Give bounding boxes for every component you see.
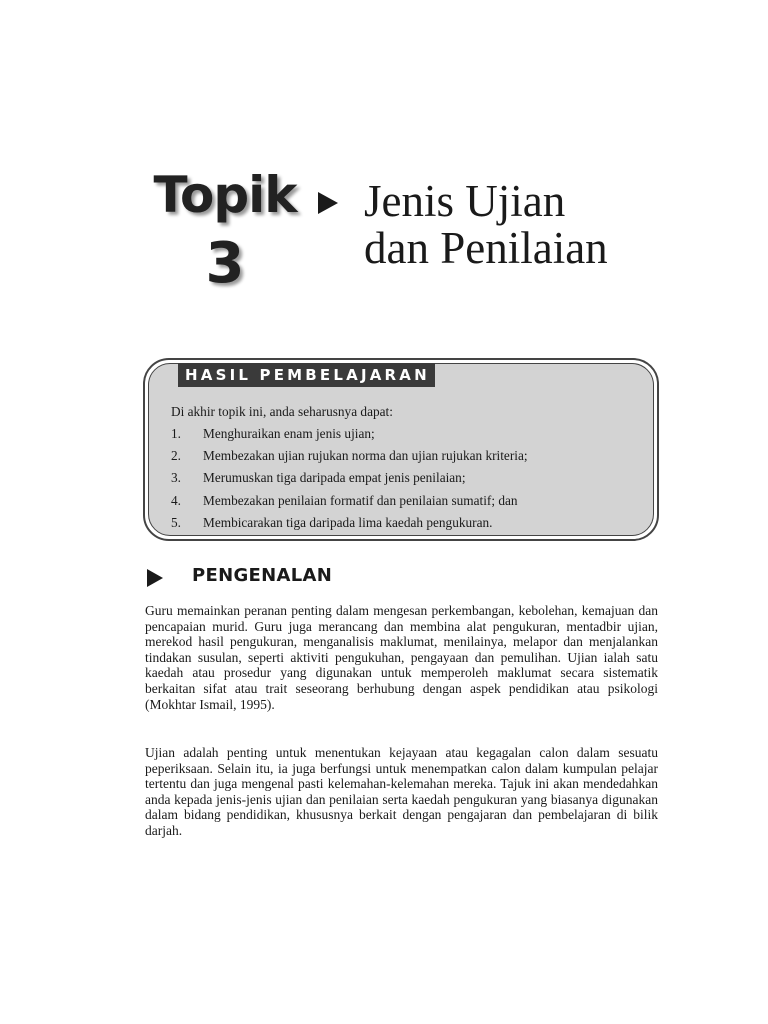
list-item-number: 3. [171,470,181,486]
list-item [171,445,528,467]
topic-title-line-2: dan Penilaian [364,223,608,273]
list-item [171,423,528,445]
list-item-text: Membezakan penilaian formatif dan penilaian sumatif; dan [203,492,518,508]
intro-paragraph-1: Guru memainkan peranan penting dalam mengesan perkembangan, kebolehan, kemajuan dan pencapaian murid. Guru juga merancang dan membina alat pengukuran, mentadbir ujian, merekod hasil pengukuran, menganalisis maklumat, menilainya, melapor dan menjalankan tindakan susulan, seperti aktiviti pengukuhan, pengayaan dan pemulihan. Ujian ialah satu kaedah atau prosedur yang digunakan untuk memperoleh maklumat secara sistematik berkaitan sifat atau trait seseorang berhubung dengan aspek pendidikan atau psikologi (Mokhtar Ismail, 1995). [145,603,658,712]
list-item-text: Membezakan ujian rujukan norma dan ujian rujukan kriteria; [203,448,528,464]
list-item-number: 2. [171,448,181,464]
list-item-text: Membicarakan tiga daripada lima kaedah pengukuran. [203,514,493,530]
topic-title [364,178,754,272]
list-item-number: 1. [171,426,181,441]
intro-paragraph-2: Ujian adalah penting untuk menentukan kejayaan atau kegagalan calon dalam sesuatu peperiksaan. Selain itu, ia juga berfungsi untuk menempatkan calon dalam kumpulan pelajar tertentu dan juga mengenal pasti kelemahan-kelemahan mereka. Tajuk ini akan mendedahkan anda kepada jenis-jenis ujian dan penilaian serta kaedah pengukuran yang biasanya digunakan dalam bidang pendidikan, khususnya berkait dengan pengajaran dan pembelajaran di bilik darjah. [145,745,658,838]
list-item-text: Merumuskan tiga daripada empat jenis penilaian; [203,470,466,486]
section-heading: PENGENALAN [192,565,333,586]
list-item [171,490,528,512]
title-arrow-icon [318,192,338,214]
topic-word: Topik [153,166,297,224]
topic-title-line-1: Jenis Ujian [364,176,566,226]
learning-outcomes-panel [148,363,654,536]
learning-outcomes-heading: HASIL PEMBELAJARAN [178,363,435,387]
learning-outcomes-box [143,358,659,541]
learning-outcomes-intro: Di akhir topik ini, anda seharusnya dapat: [171,404,393,419]
list-item [171,467,528,489]
topic-label [150,166,300,296]
learning-outcomes-list [171,423,528,534]
list-item-number: 5. [171,514,181,530]
list-item [171,512,528,534]
section-arrow-icon [147,569,163,587]
list-item-text: Menghuraikan enam jenis ujian; [203,426,375,441]
list-item-number: 4. [171,492,181,508]
topic-number: 3 [205,231,245,296]
